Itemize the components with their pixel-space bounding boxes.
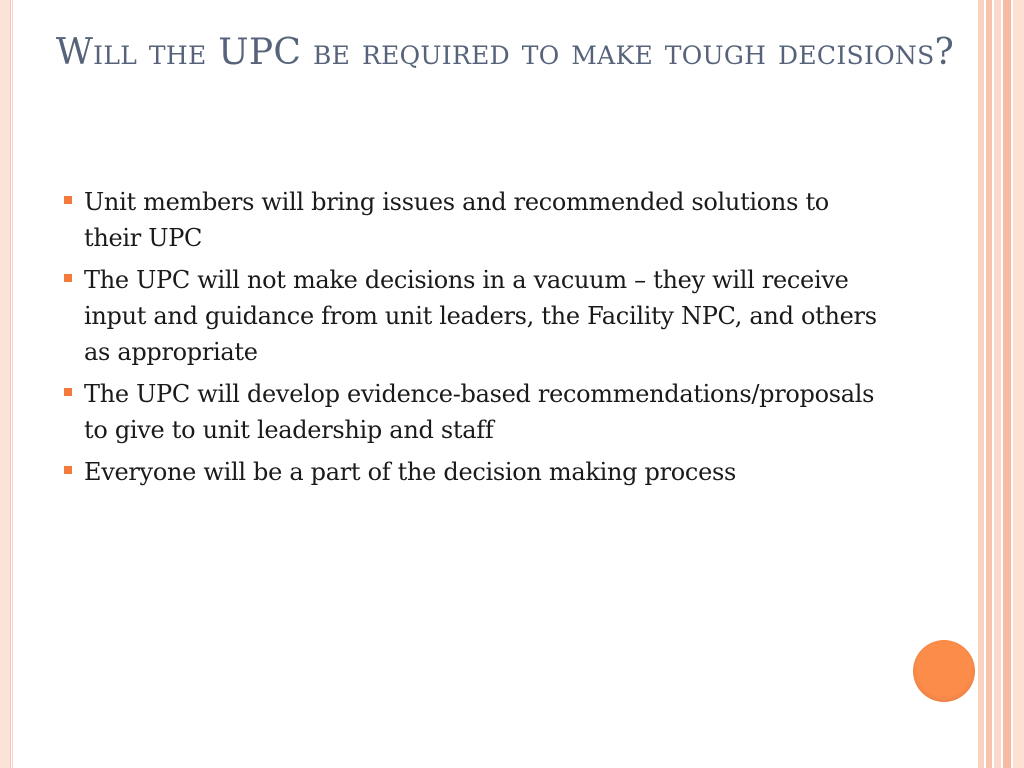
decorative-circle-icon xyxy=(913,640,975,702)
square-bullet-icon xyxy=(64,466,72,474)
bullet-text: The UPC will not make decisions in a vacuum – they will receive input and guidance from unit leaders, the Facility NPC, and others as appropriate xyxy=(84,266,877,366)
right-border-stripe xyxy=(1003,0,1011,768)
bullet-item xyxy=(62,454,892,490)
square-bullet-icon xyxy=(64,274,72,282)
left-border-line xyxy=(12,0,13,768)
square-bullet-icon xyxy=(64,196,72,204)
bullet-item xyxy=(62,262,892,370)
right-border-stripe xyxy=(994,0,1001,768)
bullet-text: Unit members will bring issues and recommended solutions to their UPC xyxy=(84,188,829,252)
slide-title: Will the UPC be required to make tough decisions? xyxy=(55,32,955,73)
bullet-item xyxy=(62,184,892,256)
right-border-stripe xyxy=(978,0,984,768)
square-bullet-icon xyxy=(64,388,72,396)
bullet-list xyxy=(62,184,892,496)
bullet-text: Everyone will be a part of the decision making process xyxy=(84,458,737,486)
right-border-stripe xyxy=(986,0,992,768)
bullet-item xyxy=(62,376,892,448)
left-border-band xyxy=(0,0,11,768)
bullet-text: The UPC will develop evidence-based recommendations/proposals to give to unit leadership and staff xyxy=(84,380,875,444)
right-border-stripe xyxy=(1013,0,1024,768)
